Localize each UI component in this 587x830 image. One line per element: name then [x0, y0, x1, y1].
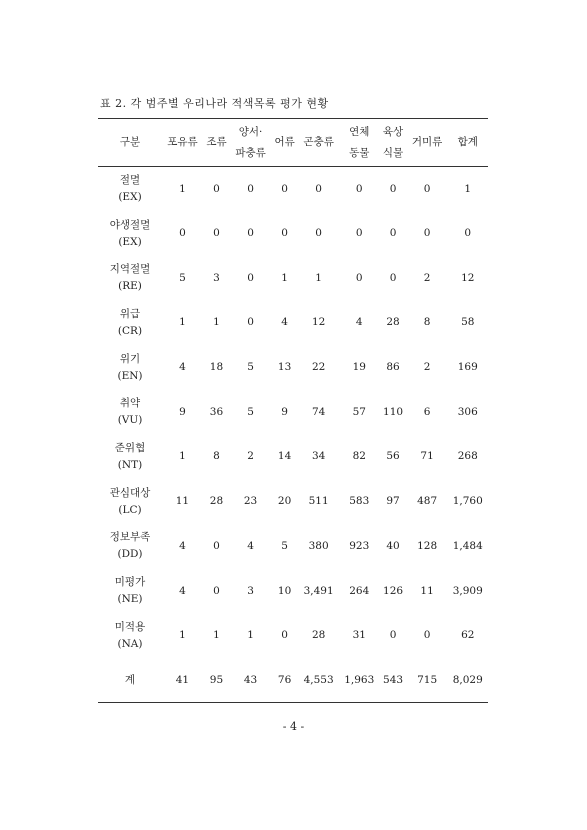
- value-cell: 0: [315, 227, 322, 240]
- column-header: [162, 119, 203, 167]
- column-header-label-line2: 파충류: [235, 146, 266, 159]
- value-cell: 12: [461, 271, 475, 284]
- value-cell: 71: [420, 450, 434, 463]
- value-cell: 97: [386, 495, 400, 508]
- value-cell: 923: [349, 539, 370, 552]
- value-cell: 1: [213, 629, 220, 642]
- value-cell: 0: [423, 182, 431, 195]
- header-row: [98, 119, 488, 167]
- value-cell: 9: [179, 405, 186, 418]
- value-cell: 0: [281, 182, 288, 195]
- value-cell: 126: [383, 584, 404, 597]
- category-cell: [98, 658, 162, 703]
- value-cell: 0: [355, 271, 363, 284]
- table-row: [98, 479, 488, 524]
- category-cell: [98, 524, 162, 569]
- category-code: (EX): [118, 235, 142, 248]
- value-cell: 6: [423, 405, 431, 418]
- category-code: (CR): [117, 324, 143, 337]
- category-code: (NT): [117, 458, 143, 471]
- category-cell: [98, 613, 162, 658]
- category-code: (VU): [117, 414, 143, 427]
- value-cell: 543: [379, 658, 406, 703]
- category-name: 계: [124, 673, 136, 686]
- value-cell: 1: [315, 271, 322, 284]
- table-row: [98, 613, 488, 658]
- column-header: [203, 119, 230, 167]
- value-cell: 40: [386, 539, 400, 552]
- table-body: [98, 167, 488, 703]
- value-cell: 11: [175, 495, 190, 508]
- value-cell: 1: [179, 182, 186, 195]
- value-cell: 306: [457, 405, 478, 418]
- category-cell: [98, 435, 162, 480]
- value-cell: 4: [355, 316, 363, 329]
- category-cell: [98, 390, 162, 435]
- value-cell: 19: [352, 361, 366, 374]
- column-header-label-line2: 동물: [349, 146, 370, 159]
- category-cell: [98, 301, 162, 346]
- column-header-label: 양서·: [238, 125, 263, 138]
- column-header-label: 어류: [274, 136, 295, 148]
- value-cell: 4: [179, 539, 186, 552]
- table-row: [98, 390, 488, 435]
- value-cell: 20: [277, 495, 292, 508]
- column-header: [271, 119, 298, 167]
- value-cell: 31: [352, 629, 366, 642]
- value-cell: 41: [162, 658, 203, 703]
- value-cell: 3: [213, 271, 220, 284]
- value-cell: 1: [281, 271, 288, 284]
- category-cell: [98, 211, 162, 256]
- value-cell: 169: [457, 361, 478, 374]
- value-cell: 3,909: [452, 584, 483, 597]
- value-cell: 5: [281, 539, 288, 552]
- category-name: 미적용: [114, 620, 146, 633]
- value-cell: 4: [179, 361, 186, 374]
- table-row: [98, 301, 488, 346]
- category-cell: [98, 167, 162, 212]
- value-cell: 0: [355, 182, 363, 195]
- value-cell: 18: [209, 361, 224, 374]
- value-cell: 86: [386, 361, 400, 374]
- value-cell: 28: [386, 316, 400, 329]
- category-name: 정보부족: [109, 531, 151, 544]
- column-header: [298, 119, 339, 167]
- table-caption: 표 2. 각 범주별 우리나라 적색목록 평가 현황: [100, 97, 329, 110]
- value-cell: 0: [247, 227, 254, 240]
- column-header-label: 거미류: [411, 136, 443, 148]
- value-cell: 1: [179, 316, 186, 329]
- value-cell: 0: [213, 182, 220, 195]
- value-cell: 0: [247, 182, 254, 195]
- column-header: [407, 119, 448, 167]
- red-list-table: [98, 118, 488, 703]
- value-cell: 12: [311, 316, 326, 329]
- table-row: [98, 658, 488, 703]
- value-cell: 2: [423, 361, 431, 374]
- value-cell: 76: [271, 658, 298, 703]
- column-header-label: 연체: [349, 125, 370, 138]
- value-cell: 380: [308, 539, 329, 552]
- value-cell: 0: [213, 227, 220, 240]
- column-header-label: 육상: [382, 125, 404, 138]
- column-header: [98, 119, 162, 167]
- value-cell: 3,491: [303, 584, 334, 597]
- value-cell: 34: [311, 450, 326, 463]
- value-cell: 4: [247, 539, 254, 552]
- value-cell: 0: [213, 539, 220, 552]
- value-cell: 4,553: [298, 658, 339, 703]
- value-cell: 511: [308, 495, 329, 508]
- value-cell: 0: [423, 629, 431, 642]
- category-name: 야생절멸: [109, 218, 151, 231]
- value-cell: 1,963: [339, 658, 379, 703]
- column-header: [230, 119, 271, 167]
- table-row: [98, 435, 488, 480]
- value-cell: 28: [209, 495, 224, 508]
- value-cell: 1: [464, 182, 472, 195]
- value-cell: 0: [281, 227, 288, 240]
- category-code: (EX): [118, 191, 142, 204]
- value-cell: 57: [352, 405, 366, 418]
- column-header-label: 포유류: [167, 136, 198, 148]
- value-cell: 0: [464, 227, 472, 240]
- value-cell: 268: [457, 450, 478, 463]
- value-cell: 264: [349, 584, 370, 597]
- category-name: 취약: [119, 397, 141, 410]
- category-cell: [98, 256, 162, 301]
- category-name: 미평가: [114, 576, 146, 589]
- value-cell: 0: [213, 584, 220, 597]
- value-cell: 0: [423, 227, 431, 240]
- value-cell: 0: [247, 316, 254, 329]
- value-cell: 10: [277, 584, 292, 597]
- value-cell: 5: [247, 405, 254, 418]
- value-cell: 1: [213, 316, 220, 329]
- category-code: (LC): [118, 503, 142, 516]
- value-cell: 4: [281, 316, 288, 329]
- column-header: [379, 119, 406, 167]
- category-cell: [98, 479, 162, 524]
- page-number: - 4 -: [282, 720, 305, 733]
- value-cell: 1: [179, 450, 186, 463]
- value-cell: 82: [352, 450, 366, 463]
- category-code: (EN): [117, 369, 143, 382]
- category-cell: [98, 345, 162, 390]
- value-cell: 5: [179, 271, 186, 284]
- value-cell: 1,484: [452, 539, 483, 552]
- value-cell: 56: [386, 450, 400, 463]
- value-cell: 0: [389, 629, 397, 642]
- category-code: (RE): [118, 280, 142, 293]
- value-cell: 583: [349, 495, 370, 508]
- category-name: 준위협: [114, 441, 146, 454]
- category-name: 절멸: [119, 174, 141, 187]
- column-header: [339, 119, 379, 167]
- column-header-label: 구분: [119, 136, 141, 148]
- value-cell: 14: [277, 450, 292, 463]
- column-header-label: 합계: [457, 136, 478, 148]
- category-name: 위기: [119, 352, 141, 365]
- value-cell: 0: [315, 182, 322, 195]
- value-cell: 0: [179, 227, 186, 240]
- value-cell: 2: [247, 450, 254, 463]
- value-cell: 0: [355, 227, 363, 240]
- table-row: [98, 524, 488, 569]
- column-header-label: 조류: [206, 136, 227, 148]
- value-cell: 13: [277, 361, 292, 374]
- category-name: 지역절멸: [109, 263, 151, 276]
- category-code: (DD): [117, 548, 143, 561]
- value-cell: 8,029: [448, 658, 488, 703]
- value-cell: 5: [247, 361, 254, 374]
- value-cell: 43: [230, 658, 271, 703]
- column-header-label: 곤충류: [303, 136, 334, 148]
- column-header-label-line2: 식물: [382, 146, 404, 159]
- value-cell: 3: [247, 584, 254, 597]
- table-row: [98, 345, 488, 390]
- value-cell: 95: [203, 658, 230, 703]
- value-cell: 22: [311, 361, 326, 374]
- category-code: (NA): [117, 637, 143, 650]
- value-cell: 36: [209, 405, 224, 418]
- value-cell: 0: [389, 182, 397, 195]
- table-row: [98, 569, 488, 614]
- value-cell: 74: [311, 405, 326, 418]
- value-cell: 4: [179, 584, 186, 597]
- value-cell: 62: [461, 629, 475, 642]
- category-code: (NE): [117, 593, 143, 606]
- value-cell: 2: [423, 271, 431, 284]
- value-cell: 110: [383, 405, 404, 418]
- value-cell: 1: [247, 629, 254, 642]
- category-name: 관심대상: [109, 486, 151, 499]
- value-cell: 1,760: [452, 495, 483, 508]
- value-cell: 128: [417, 539, 438, 552]
- value-cell: 487: [417, 495, 438, 508]
- value-cell: 58: [461, 316, 475, 329]
- table-row: [98, 256, 488, 301]
- value-cell: 0: [389, 227, 397, 240]
- value-cell: 8: [423, 316, 431, 329]
- category-name: 위급: [119, 307, 141, 320]
- value-cell: 1: [179, 629, 186, 642]
- value-cell: 28: [311, 629, 326, 642]
- value-cell: 8: [213, 450, 220, 463]
- table-row: [98, 167, 488, 212]
- value-cell: 9: [281, 405, 288, 418]
- table-row: [98, 211, 488, 256]
- category-cell: [98, 569, 162, 614]
- value-cell: 0: [281, 629, 288, 642]
- value-cell: 0: [247, 271, 254, 284]
- value-cell: 715: [407, 658, 448, 703]
- column-header: [448, 119, 488, 167]
- value-cell: 11: [420, 584, 434, 597]
- value-cell: 0: [389, 271, 397, 284]
- value-cell: 23: [243, 495, 258, 508]
